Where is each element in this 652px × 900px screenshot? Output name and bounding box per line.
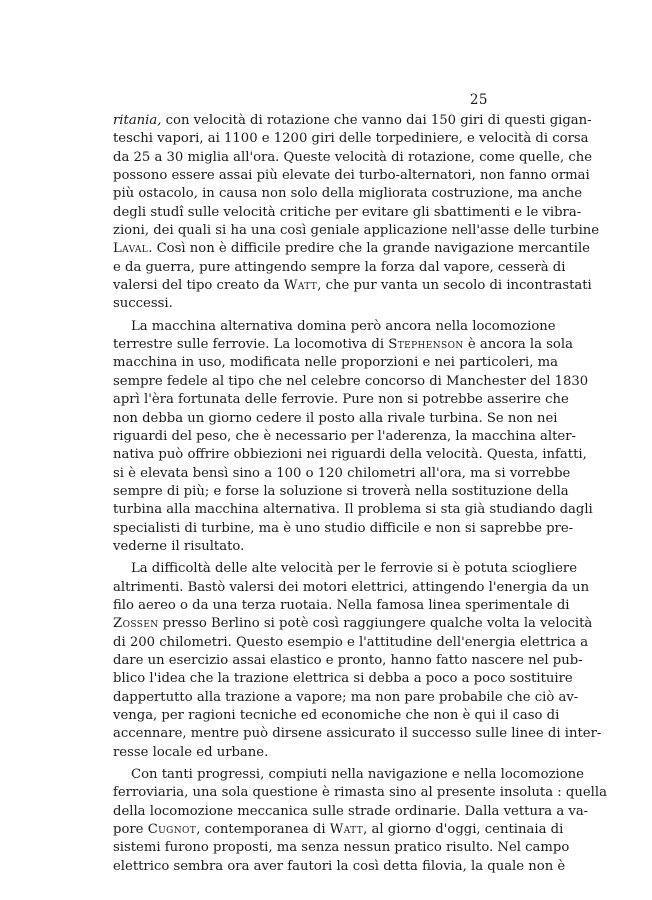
line-text: degli studî sulle velocità critiche per evitare gli sbattimenti e le vibra-	[113, 204, 582, 220]
text-line	[113, 428, 576, 446]
text-line	[113, 410, 558, 428]
line-text: , che pur vanta un secolo di incontrastati	[317, 278, 592, 294]
text-line	[113, 259, 566, 277]
proper-name: Zossen	[113, 616, 159, 632]
line-text: dare un esercizio assai elastico e pronto, hanno fatto nascere nel pub-	[113, 652, 583, 668]
text-line	[113, 634, 589, 652]
line-text: macchina in uso, modificata nelle proporzioni e nei particoleri, ma	[113, 355, 558, 371]
line-text: turbina alla macchina alternativa. Il problema si sta già studiando dagli	[113, 502, 593, 518]
text-line	[113, 277, 592, 295]
line-text: vederne il risultato.	[113, 538, 245, 554]
text-line	[113, 465, 571, 483]
text-line	[113, 725, 602, 743]
text-line	[113, 560, 578, 578]
line-text: filo aereo o da una terza ruotaia. Nella famosa linea sperimentale di	[113, 597, 570, 613]
line-text: dappertutto alla trazione a vapore; ma non pare probabile che ciò av-	[113, 689, 579, 705]
text-line	[113, 821, 564, 839]
line-text: e da guerra, pure attingendo sempre la forza dal vapore, cesserà di	[113, 259, 566, 275]
proper-name: Stephenson	[388, 337, 464, 353]
text-line	[113, 336, 573, 354]
paragraph	[113, 766, 607, 876]
line-text: Con tanti progressi, compiuti nella navigazione e nella locomozione	[131, 767, 584, 783]
text-line	[113, 354, 558, 372]
line-text: della locomozione meccanica sulle strade ordinarie. Dalla vettura a va-	[113, 803, 589, 819]
line-text: più ostacolo, in causa non solo della migliorata costruzione, ma anche	[113, 186, 583, 202]
text-line	[113, 167, 590, 185]
line-text: blico l'idea che la trazione elettrica si debba a poco a poco sostituire	[113, 671, 573, 687]
line-text: si è elevata bensì sino a 100 o 120 chilometri all'ora, ma si vorrebbe	[113, 465, 571, 481]
text-line	[113, 839, 570, 857]
text-line	[113, 652, 583, 670]
line-text: sistemi furono proposti, ma senza nessun pratico risulto. Nel campo	[113, 840, 570, 856]
line-text: non debba un giorno cedere il posto alla rivale turbina. Se non nei	[113, 410, 558, 426]
line-text: terrestre sulle ferrovie. La locomotiva di	[113, 337, 389, 353]
text-line	[113, 670, 573, 688]
line-text: presso Berlino si potè così raggiungere qualche volta la velocità	[158, 616, 593, 632]
line-text: ferroviaria, una sola questione è rimasta sino al presente insoluta : quella	[113, 785, 607, 801]
line-text: La macchina alternativa domina però ancora nella locomozione	[131, 318, 556, 334]
line-text: zioni, dei quali si ha una così geniale applicazione nell'asse delle turbine	[113, 223, 600, 239]
line-text: successi.	[113, 296, 173, 312]
text-line	[113, 689, 579, 707]
text-line	[113, 240, 590, 258]
line-text: La difficoltà delle alte velocità per le ferrovie si è potuta sciogliere	[131, 561, 578, 577]
line-text: di 200 chilometri. Questo esempio e l'attitudine dell'energia elettrica a	[113, 634, 589, 650]
body-text	[113, 112, 607, 876]
line-text: , al giorno d'oggi, centinaia di	[363, 822, 564, 838]
text-line	[113, 707, 560, 725]
text-line	[113, 185, 583, 203]
line-text: con velocità di rotazione che vanno dai 150 giri di questi gigan-	[161, 113, 592, 128]
line-text: possono essere assai più elevate dei turbo-alternatori, non fanno ormai	[113, 168, 590, 184]
proper-name: Laval	[113, 241, 149, 257]
proper-name: Watt	[329, 822, 364, 838]
line-text: sempre fedele al tipo che nel celebre concorso di Manchester del 1830	[113, 373, 589, 389]
line-text: aprì l'èra fortunata delle ferrovie. Pure non si potrebbe asserire che	[113, 392, 569, 408]
line-text: è ancora la sola	[463, 337, 573, 353]
text-line	[113, 149, 593, 167]
line-text: da 25 a 30 miglia all'ora. Queste velocità di rotazione, come quelle, che	[113, 149, 593, 165]
line-text: , contemporanea di	[196, 822, 330, 838]
italic-fragment: ritania,	[113, 113, 162, 128]
line-text: elettrico sembra ora aver fautori la così detta filovia, la quale non è	[113, 858, 566, 874]
text-line	[113, 858, 566, 876]
line-text: riguardi del peso, che è necessario per l'aderenza, la macchina alter-	[113, 428, 576, 444]
line-text: specialisti di turbine, ma è uno studio difficile e non si saprebbe pre-	[113, 520, 574, 536]
text-line	[113, 744, 486, 762]
text-line	[113, 391, 569, 409]
line-text: venga, per ragioni tecniche ed economiche che non è qui il caso di	[113, 708, 560, 723]
text-line	[113, 373, 589, 391]
text-line	[113, 615, 593, 633]
paragraph	[113, 318, 593, 556]
text-line	[113, 222, 600, 240]
text-line	[113, 803, 589, 821]
text-line	[113, 446, 587, 464]
text-line	[113, 579, 590, 597]
line-text: teschi vapori, ai 1100 e 1200 giri delle torpediniere, e velocità di corsa	[113, 131, 589, 147]
text-line	[113, 520, 574, 538]
line-text: valersi del tipo creato da	[113, 278, 284, 294]
text-line	[113, 501, 593, 519]
page-number: 25	[469, 92, 488, 108]
proper-name: Cugnot	[147, 822, 197, 838]
paragraph	[113, 560, 602, 762]
text-line	[113, 483, 569, 501]
text-line	[113, 318, 556, 336]
line-text: altrimenti. Bastò valersi dei motori elettrici, attingendo l'energia da un	[113, 579, 590, 595]
text-line	[113, 784, 607, 802]
paragraph	[113, 112, 600, 314]
text-line	[113, 112, 592, 130]
text-line	[113, 766, 584, 784]
line-text: . Così non è difficile predire che la grande navigazione mercantile	[148, 241, 590, 257]
text-line	[113, 597, 570, 615]
text-line	[113, 204, 582, 222]
proper-name: Watt	[283, 278, 318, 294]
line-text: sempre di più; e forse la soluzione si troverà nella sostituzione della	[113, 483, 569, 499]
text-line	[113, 295, 486, 313]
line-text: resse locale ed urbane.	[113, 744, 269, 760]
line-text: nativa può offrire obbiezioni nei riguardi della velocità. Questa, infatti,	[113, 447, 587, 463]
text-line	[113, 130, 589, 148]
line-text: accennare, mentre può dirsene assicurato il successo sulle linee di inter-	[113, 726, 602, 742]
line-text: pore	[113, 822, 148, 838]
text-line	[113, 538, 486, 556]
